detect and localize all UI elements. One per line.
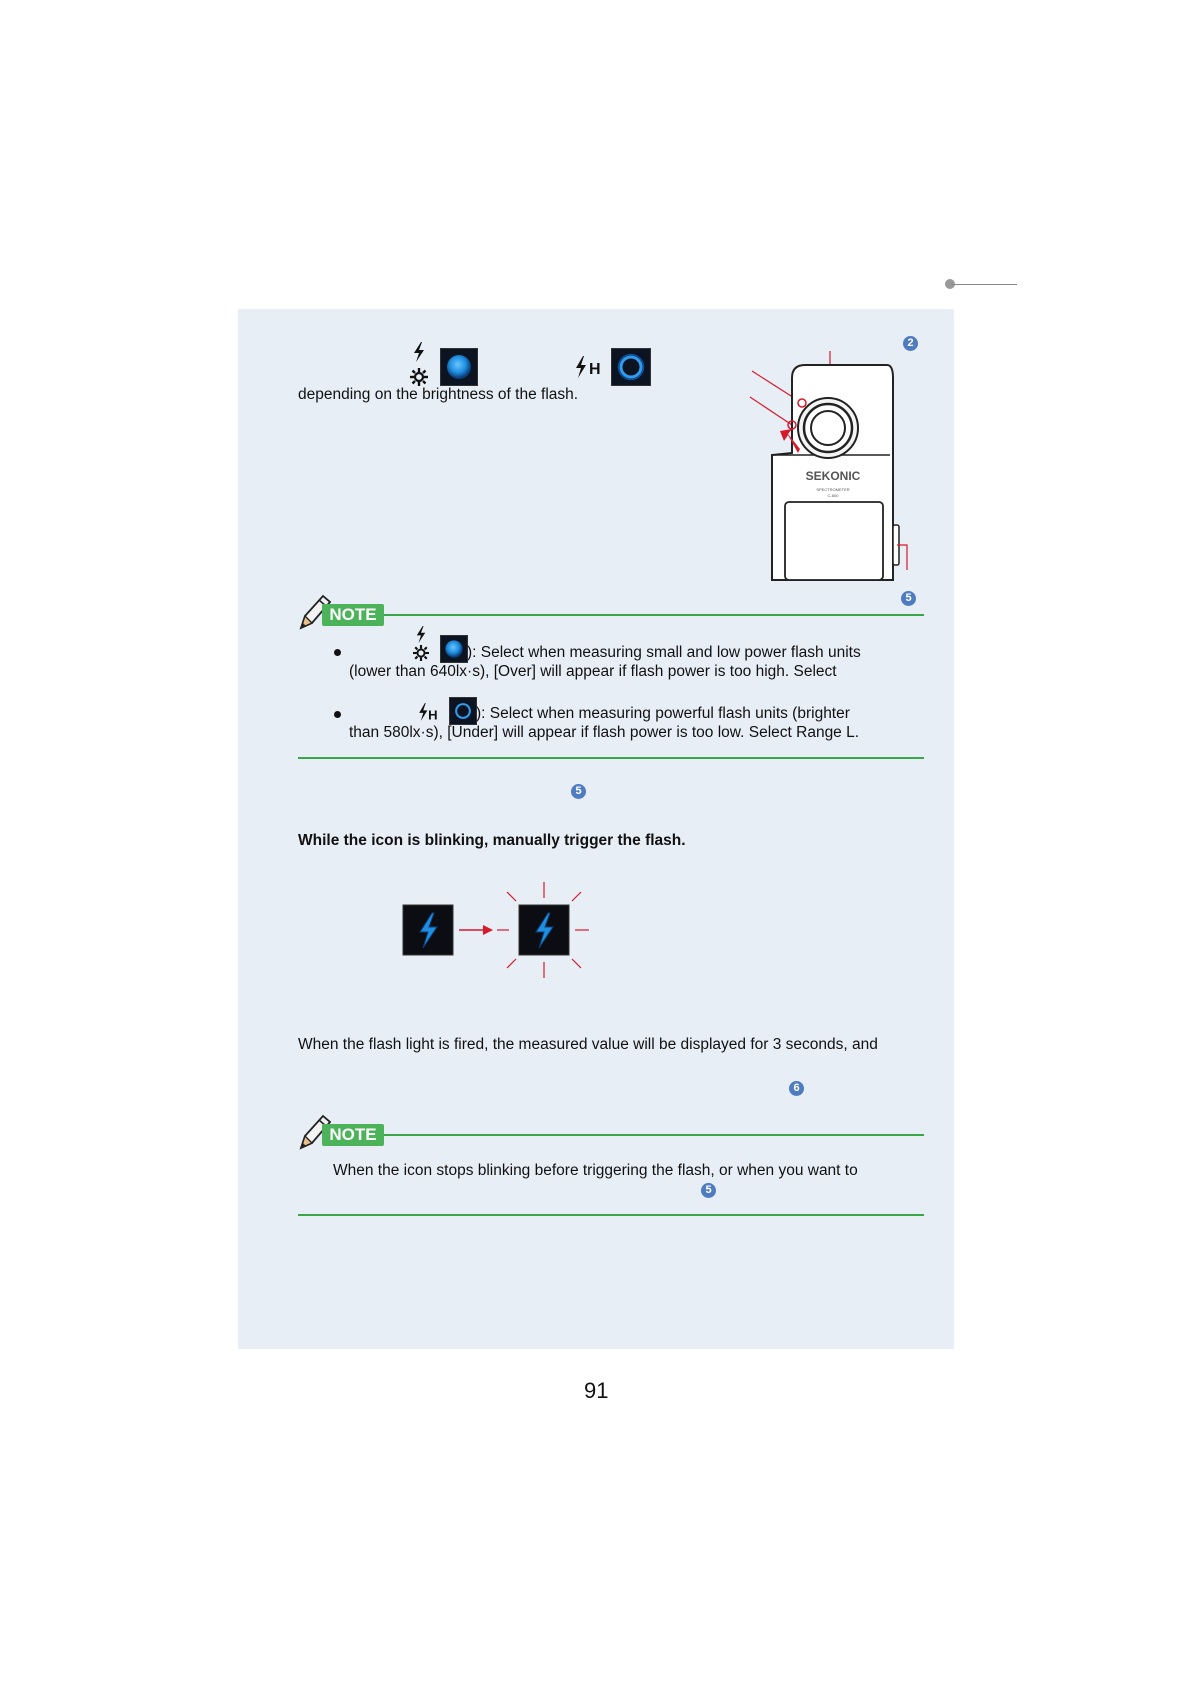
svg-text:H: H xyxy=(428,707,438,721)
device-brand: SEKONIC xyxy=(805,469,861,483)
flash-icon xyxy=(414,626,428,643)
gear-icon xyxy=(410,368,428,386)
note2-badge-5: 5 xyxy=(701,1183,716,1198)
note2-text: When the icon stops blinking before triggering the flash, or when you want to xyxy=(333,1162,858,1179)
note1-bullet2-line2: than 580lx·s), [Under] will appear if flash power is too low. Select Range L. xyxy=(349,724,860,741)
step5-instruction: While the icon is blinking, manually trigger the flash. xyxy=(298,832,686,849)
button-badge-5: 5 xyxy=(901,591,916,606)
flash-high-icon xyxy=(416,703,442,721)
step-badge-6: 6 xyxy=(789,1081,804,1096)
flash-small-lcd-icon xyxy=(440,635,468,663)
device-model-line: SPECTROMETER xyxy=(816,487,850,492)
note-bottom-rule xyxy=(298,757,924,759)
note-top-rule xyxy=(384,614,924,616)
note-top-rule xyxy=(384,1134,924,1136)
flash-small-lcd-icon xyxy=(440,348,478,386)
result-text: When the flash light is fired, the measured value will be displayed for 3 seconds, and xyxy=(298,1036,878,1053)
device-illustration xyxy=(740,345,920,590)
note-label: NOTE xyxy=(322,1124,384,1146)
device-model: C-800 xyxy=(827,493,839,498)
page-number: 91 xyxy=(584,1378,609,1403)
bullet xyxy=(334,649,341,656)
step-badge-5: 5 xyxy=(571,784,586,799)
note1-bullet1-line1: ): Select when measuring small and low power flash units xyxy=(467,644,861,661)
gear-icon xyxy=(413,645,429,661)
note-bottom-rule xyxy=(298,1214,924,1216)
header-rule xyxy=(951,284,1017,285)
bullet xyxy=(334,711,341,718)
flash-large-lcd-icon xyxy=(449,697,477,725)
step-badge-2: 2 xyxy=(903,336,918,351)
flash-icon xyxy=(411,342,427,362)
note-label: NOTE xyxy=(322,604,384,626)
note1-bullet1-line2: (lower than 640lx·s), [Over] will appear if flash power is too high. Select xyxy=(349,663,837,680)
intro-text: depending on the brightness of the flash. xyxy=(298,386,579,403)
flash-large-lcd-icon xyxy=(611,348,651,386)
blinking-illustration xyxy=(395,880,595,980)
flash-high-label: H xyxy=(589,361,601,378)
note1-bullet2-line1: ): Select when measuring powerful flash units (brighter xyxy=(476,705,850,722)
